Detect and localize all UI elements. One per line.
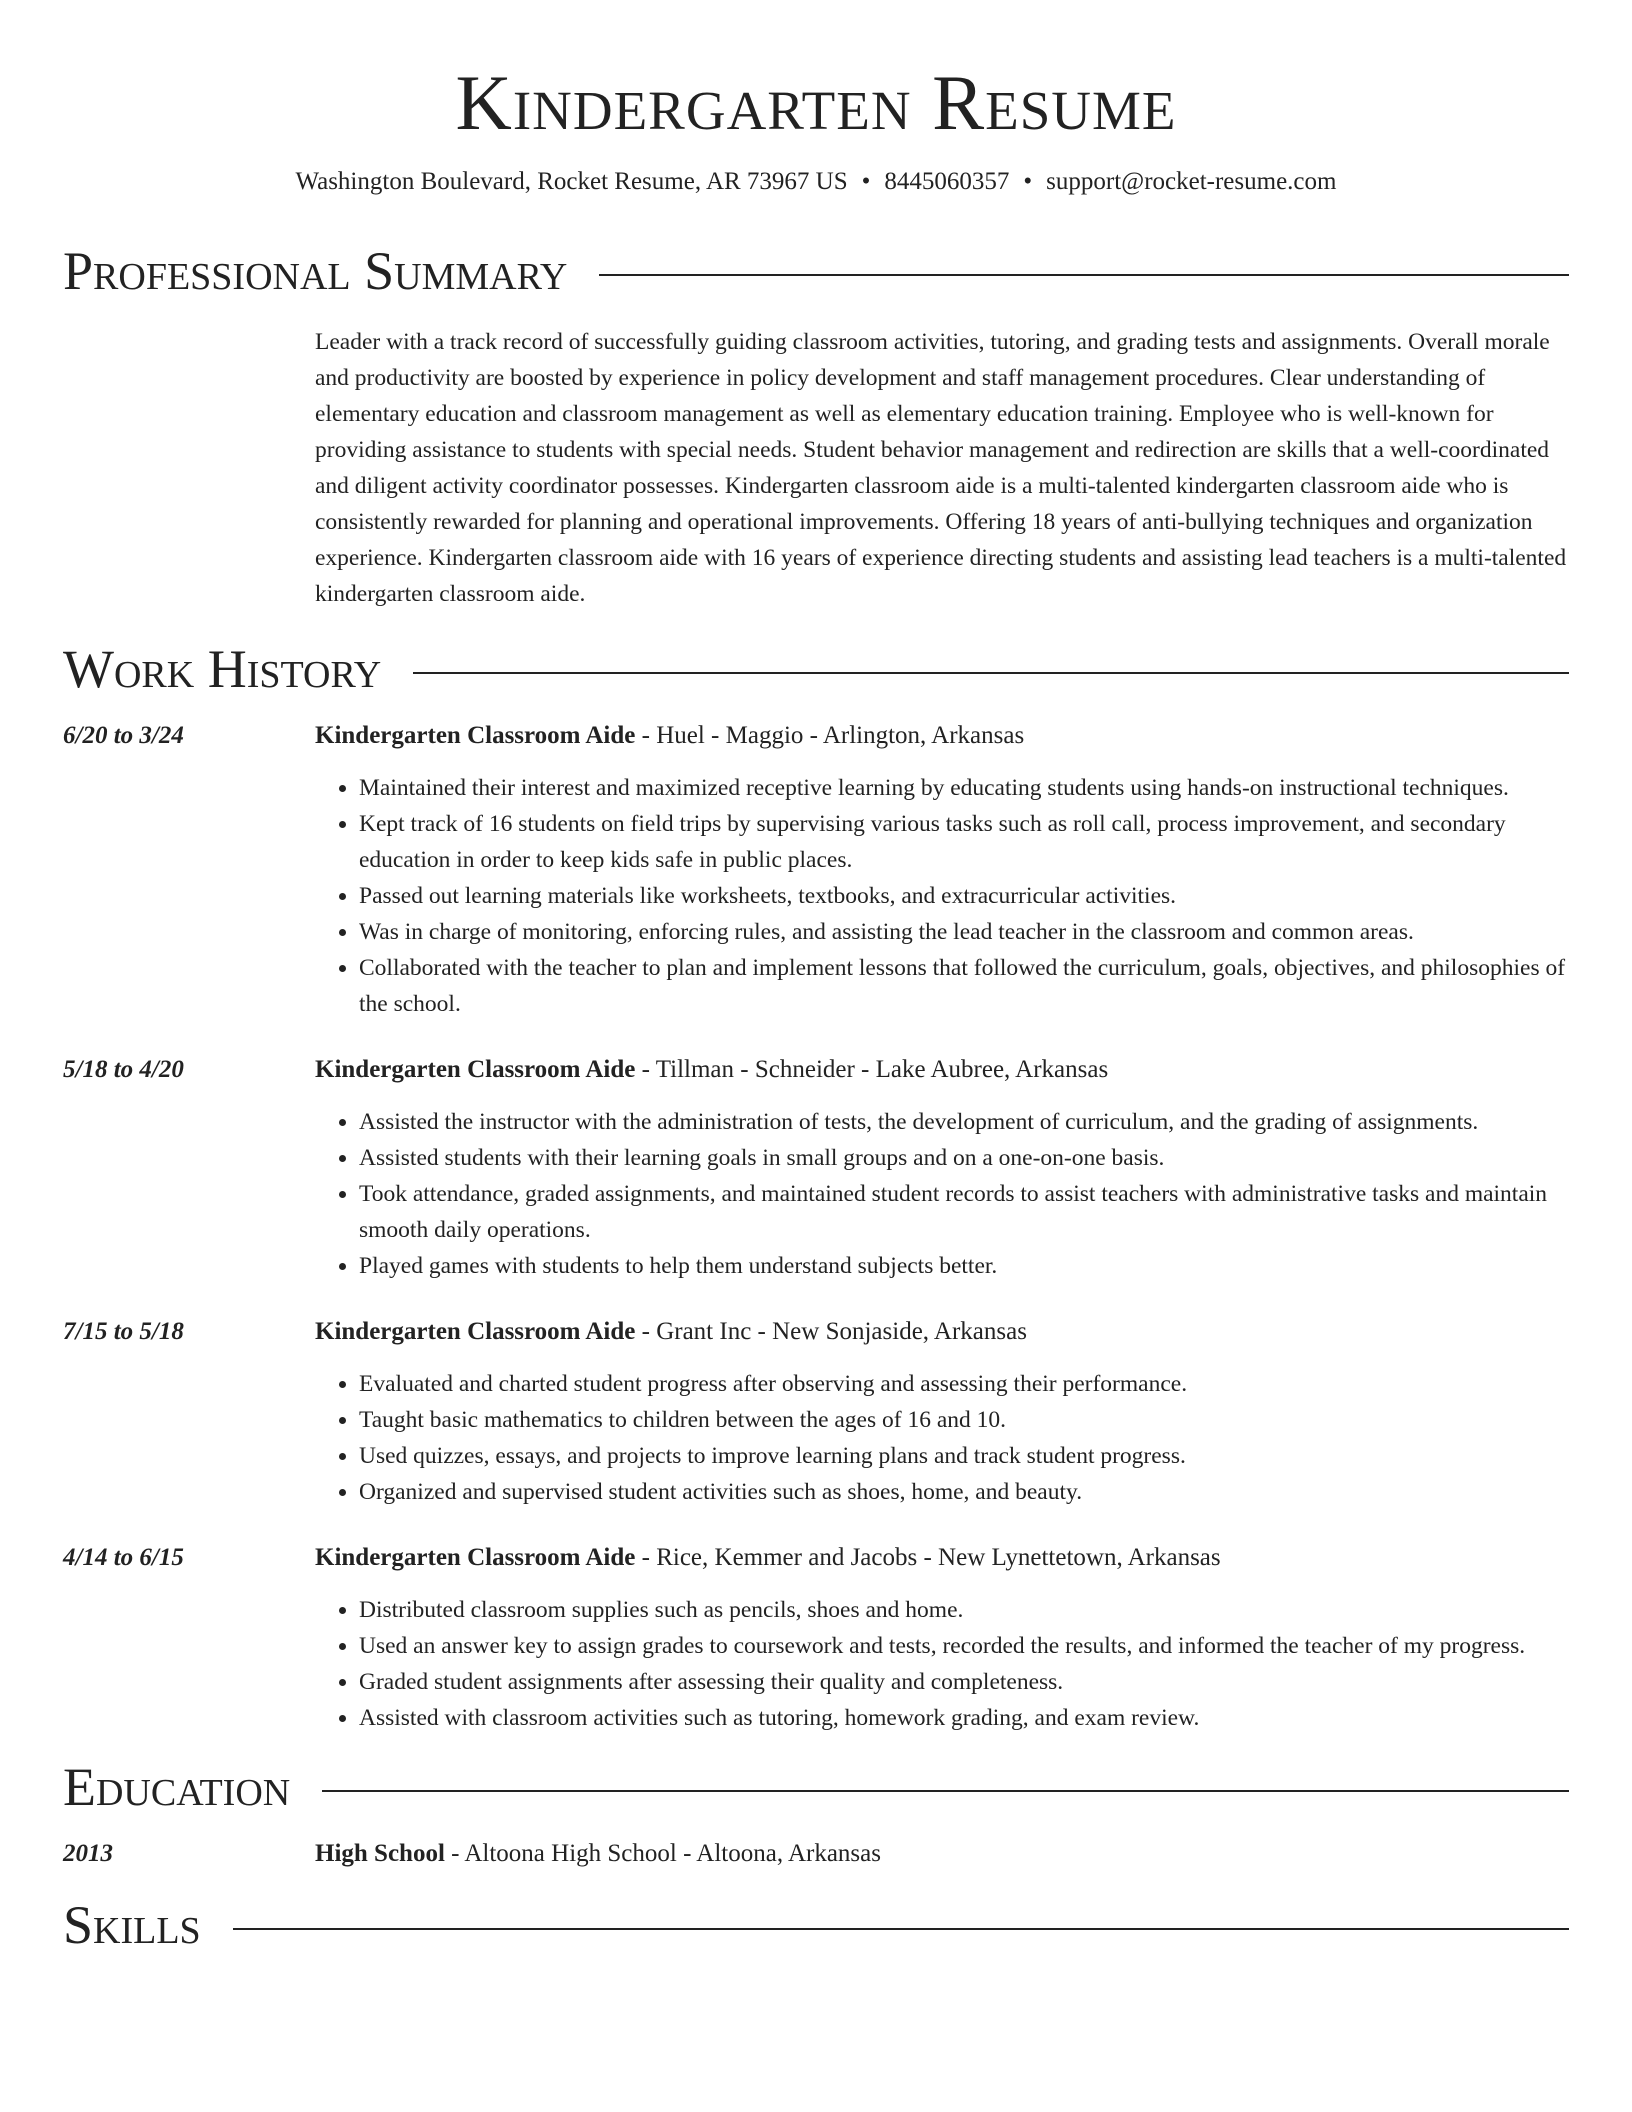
contact-separator: •: [1023, 167, 1033, 195]
job-role: Kindergarten Classroom Aide: [315, 721, 636, 749]
section-title-skills: Skills: [63, 1894, 201, 1955]
contact-line: [63, 168, 1569, 196]
section-header-summary: [63, 240, 1569, 301]
job-date: 4/14 to 6/15: [63, 1543, 184, 1571]
contact-separator: •: [861, 167, 871, 195]
job-role: Kindergarten Classroom Aide: [315, 1055, 636, 1083]
job-bullets: [315, 1366, 1569, 1510]
job-entry: [63, 1540, 1569, 1736]
section-rule: [413, 672, 1569, 674]
job-heading: [315, 1540, 1569, 1576]
job-bullet: • Assisted students with their learning goals in small groups and on a one-on-one basis.: [359, 1140, 1569, 1176]
education-body: [315, 1836, 881, 1872]
contact-address: Washington Boulevard, Rocket Resume, AR 73967 US: [295, 167, 848, 195]
section-title-summary: Professional Summary: [63, 240, 568, 301]
job-entry: [63, 1052, 1569, 1284]
education-entry: [63, 1836, 1569, 1872]
job-bullet: • Kept track of 16 students on field trips by supervising various tasks such as roll call, process improvement, and secondary education in order to keep kids safe in public places.: [359, 806, 1569, 878]
job-bullet: • Was in charge of monitoring, enforcing rules, and assisting the lead teacher in the classroom and common areas.: [359, 914, 1569, 950]
contact-phone: 8445060357: [884, 167, 1010, 195]
job-date: 5/18 to 4/20: [63, 1055, 184, 1083]
section-header-skills: [63, 1894, 1569, 1955]
education-details: - Altoona High School - Altoona, Arkansas: [444, 1839, 881, 1867]
section-title-work: Work History: [63, 638, 382, 699]
job-bullet: • Distributed classroom supplies such as pencils, shoes and home.: [359, 1592, 1569, 1628]
job-bullet: • Collaborated with the teacher to plan and implement lessons that followed the curriculum, goals, objectives, and philosophies of the school.: [359, 950, 1569, 1022]
job-bullet: • Graded student assignments after assessing their quality and completeness.: [359, 1664, 1569, 1700]
job-bullet: • Used an answer key to assign grades to coursework and tests, recorded the results, and informed the teacher of my progress.: [359, 1628, 1569, 1664]
education-date: 2013: [63, 1839, 113, 1867]
job-entry: [63, 1314, 1569, 1510]
job-bullet: • Taught basic mathematics to children between the ages of 16 and 10.: [359, 1402, 1569, 1438]
job-bullets: [315, 770, 1569, 1022]
section-header-work: [63, 638, 1569, 699]
job-bullet: • Passed out learning materials like worksheets, textbooks, and extracurricular activities.: [359, 878, 1569, 914]
job-heading: [315, 1052, 1569, 1088]
job-body: [315, 718, 1569, 1022]
job-bullet: • Maintained their interest and maximized receptive learning by educating students using hands-on instructional techniques.: [359, 770, 1569, 806]
job-role: Kindergarten Classroom Aide: [315, 1317, 636, 1345]
job-bullet: • Assisted with classroom activities such as tutoring, homework grading, and exam review.: [359, 1700, 1569, 1736]
job-details: - Rice, Kemmer and Jacobs - New Lynettetown, Arkansas: [635, 1543, 1221, 1571]
job-details: - Huel - Maggio - Arlington, Arkansas: [635, 721, 1025, 749]
section-rule: [599, 274, 1569, 276]
job-bullet: • Took attendance, graded assignments, and maintained student records to assist teachers with administrative tasks and maintain smooth daily operations.: [359, 1176, 1569, 1248]
job-bullet: • Played games with students to help them understand subjects better.: [359, 1248, 1569, 1284]
job-heading: [315, 1314, 1569, 1350]
work-list: [63, 718, 1569, 1736]
job-bullet: • Evaluated and charted student progress after observing and assessing their performance.: [359, 1366, 1569, 1402]
education-degree: High School: [315, 1839, 445, 1867]
job-body: [315, 1314, 1569, 1510]
job-date: 6/20 to 3/24: [63, 721, 184, 749]
job-bullet: • Used quizzes, essays, and projects to improve learning plans and track student progress.: [359, 1438, 1569, 1474]
job-bullets: [315, 1592, 1569, 1736]
job-body: [315, 1540, 1569, 1736]
job-bullets: [315, 1104, 1569, 1284]
job-date: 7/15 to 5/18: [63, 1317, 184, 1345]
section-rule: [233, 1928, 1569, 1930]
resume-title: Kindergarten Resume: [455, 59, 1177, 146]
job-body: [315, 1052, 1569, 1284]
job-entry: [63, 718, 1569, 1022]
summary-text: Leader with a track record of successfully guiding classroom activities, tutoring, and grading tests and assignments. Overall morale and productivity are boosted by experience in policy development and staff management procedures. Clear understanding of elementary education and classroom management as well as elementary education training. Employee who is well-known for providing assistance to students with special needs. Student behavior management and redirection are skills that a well-coordinated and diligent activity coordinator possesses. Kindergarten classroom aide is a multi-talented kindergarten classroom aide who is consistently rewarded for planning and operational improvements. Offering 18 years of anti-bullying techniques and organization experience. Kindergarten classroom aide with 16 years of experience directing students and assisting lead teachers is a multi-talented kindergarten classroom aide.: [315, 328, 1567, 607]
job-bullet: • Assisted the instructor with the administration of tests, the development of curriculum, and the grading of assignments.: [359, 1104, 1569, 1140]
section-rule: [322, 1790, 1569, 1792]
job-details: - Grant Inc - New Sonjaside, Arkansas: [635, 1317, 1027, 1345]
contact-email: support@rocket-resume.com: [1046, 167, 1337, 195]
job-details: - Tillman - Schneider - Lake Aubree, Arkansas: [635, 1055, 1109, 1083]
job-role: Kindergarten Classroom Aide: [315, 1543, 636, 1571]
section-header-education: [63, 1756, 1569, 1817]
job-heading: [315, 718, 1569, 754]
section-title-education: Education: [63, 1756, 291, 1817]
job-bullet: • Organized and supervised student activities such as shoes, home, and beauty.: [359, 1474, 1569, 1510]
